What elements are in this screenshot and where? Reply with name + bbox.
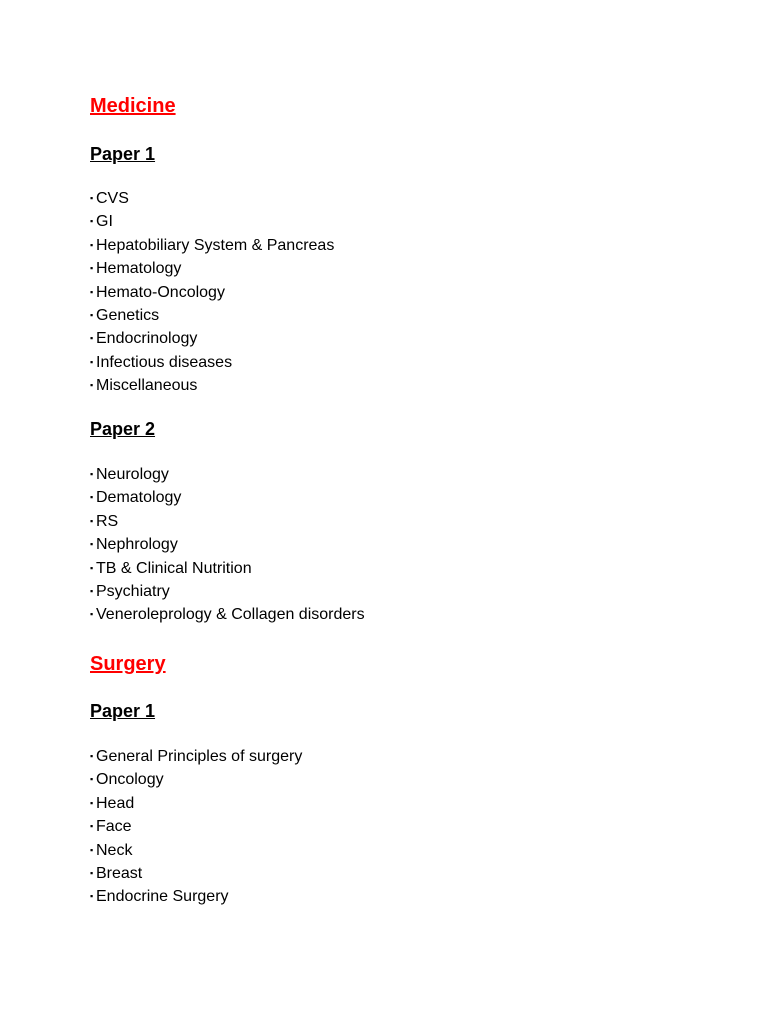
bullet-icon: ▪: [90, 867, 94, 878]
medicine-heading: Medicine: [90, 95, 176, 117]
list-item: ▪ Dematology: [90, 486, 365, 509]
bullet-icon: ▪: [90, 821, 94, 832]
list-item: ▪ RS: [90, 510, 365, 533]
list-item: ▪ Breast: [90, 862, 302, 885]
list-item: ▪ TB & Clinical Nutrition: [90, 557, 365, 580]
bullet-icon: ▪: [90, 609, 94, 620]
list-item: ▪ Hemato-Oncology: [90, 281, 334, 304]
list-item: ▪ Endocrine Surgery: [90, 885, 302, 908]
surgery-paper1-topic-list: [90, 745, 302, 909]
list-item: ▪ Oncology: [90, 768, 302, 791]
list-item: ▪ Miscellaneous: [90, 374, 334, 397]
bullet-icon: ▪: [90, 585, 94, 596]
list-item: ▪ Hematology: [90, 257, 334, 280]
surgery-heading: Surgery: [90, 653, 166, 675]
list-item: ▪ Genetics: [90, 304, 334, 327]
bullet-icon: ▪: [90, 562, 94, 573]
list-item: ▪ Hepatobiliary System & Pancreas: [90, 234, 334, 257]
list-item: ▪ General Principles of surgery: [90, 745, 302, 768]
list-item: ▪ GI: [90, 210, 334, 233]
bullet-icon: ▪: [90, 751, 94, 761]
bullet-icon: ▪: [90, 333, 94, 344]
list-item: ▪ Neurology: [90, 463, 365, 486]
bullet-icon: ▪: [90, 239, 94, 250]
bullet-icon: ▪: [90, 891, 94, 902]
medicine-paper2-topic-list: [90, 463, 365, 627]
bullet-icon: ▪: [90, 309, 94, 320]
list-item: ▪ Nephrology: [90, 533, 365, 556]
list-item: ▪ Face: [90, 815, 302, 838]
bullet-icon: ▪: [90, 263, 94, 274]
bullet-icon: ▪: [90, 356, 94, 367]
bullet-icon: ▪: [90, 797, 94, 808]
bullet-icon: ▪: [90, 539, 94, 550]
list-item: ▪ Neck: [90, 839, 302, 862]
surgery-paper1-heading: Paper 1: [90, 701, 156, 721]
bullet-icon: ▪: [90, 774, 94, 785]
bullet-icon: ▪: [90, 515, 94, 526]
bullet-icon: ▪: [90, 193, 94, 203]
bullet-icon: ▪: [90, 286, 94, 297]
list-item: ▪ Head: [90, 792, 302, 815]
medicine-paper1-heading: Paper 1: [90, 144, 156, 164]
bullet-icon: ▪: [90, 380, 94, 391]
medicine-paper1-topic-list: [90, 187, 334, 398]
medicine-paper2-heading: Paper 2: [90, 419, 156, 439]
bullet-icon: ▪: [90, 844, 94, 855]
list-item: ▪ Veneroleprology & Collagen disorders: [90, 603, 365, 626]
list-item: ▪ Infectious diseases: [90, 351, 334, 374]
bullet-icon: ▪: [90, 469, 94, 479]
list-item: ▪ CVS: [90, 187, 334, 210]
list-item: ▪ Psychiatry: [90, 580, 365, 603]
bullet-icon: ▪: [90, 216, 94, 227]
bullet-icon: ▪: [90, 492, 94, 503]
list-item: ▪ Endocrinology: [90, 327, 334, 350]
